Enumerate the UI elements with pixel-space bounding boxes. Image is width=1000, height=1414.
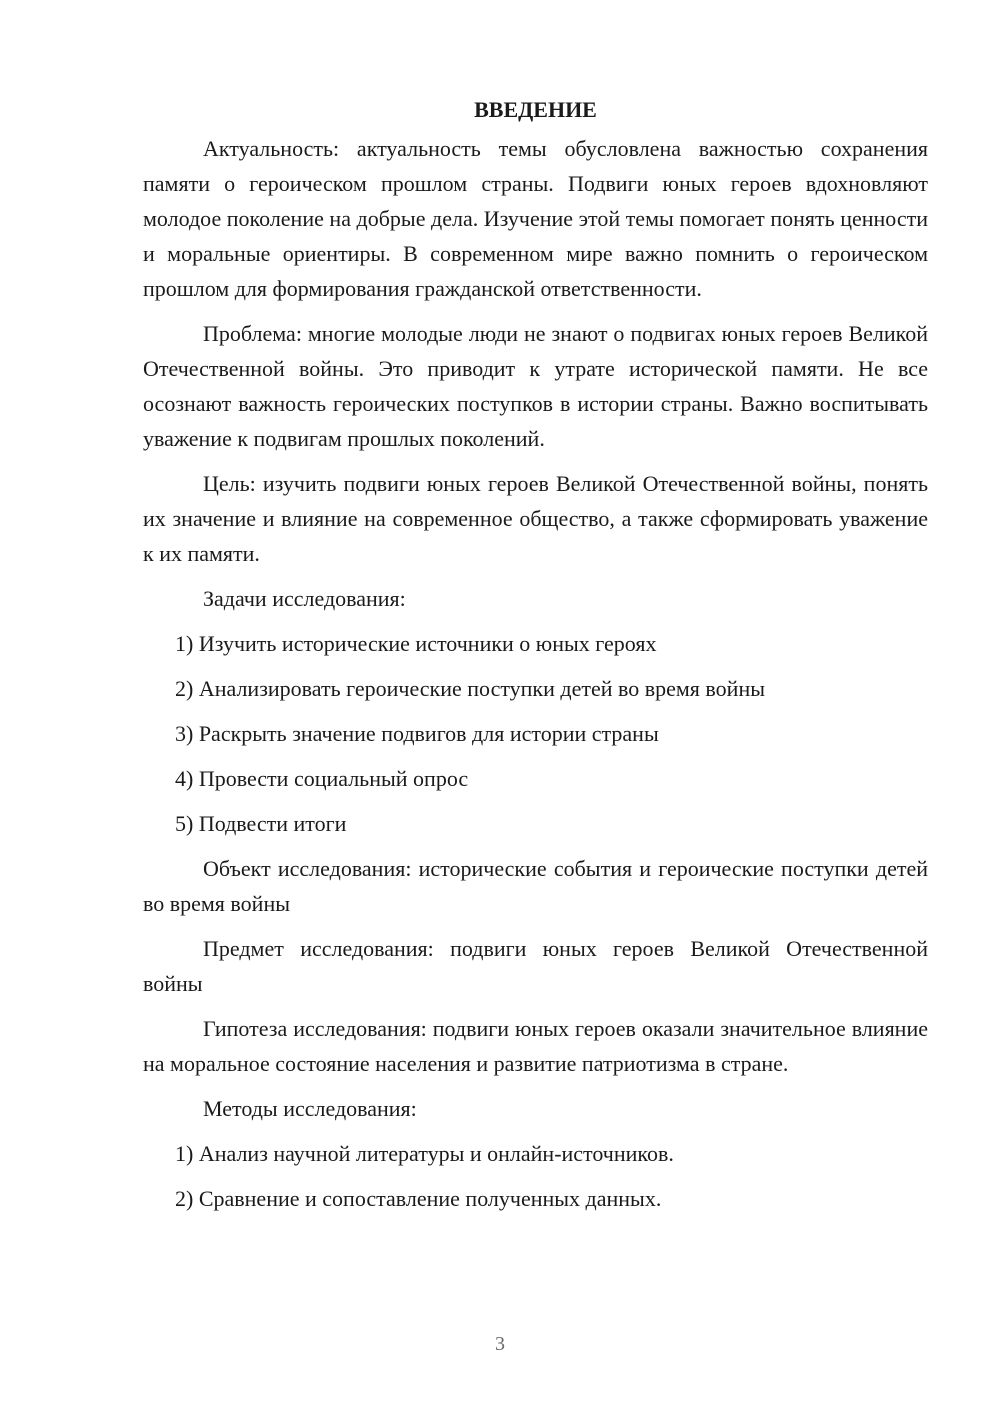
goal-paragraph: Цель: изучить подвиги юных героев Великой Отечественной войны, понять их значение и влияние на современное общество, а также сформировать уважение к их памяти. xyxy=(143,471,928,566)
list-item: 4) Провести социальный опрос xyxy=(175,766,469,791)
list-item: 5) Подвести итоги xyxy=(175,811,347,836)
methods-list xyxy=(143,1136,928,1216)
page-number: 3 xyxy=(495,1333,505,1355)
tasks-list xyxy=(143,626,928,841)
hypothesis-paragraph: Гипотеза исследования: подвиги юных героев оказали значительное влияние на моральное состояние населения и развитие патриотизма в стране. xyxy=(143,1016,928,1076)
list-item: 2) Сравнение и сопоставление полученных данных. xyxy=(175,1186,662,1211)
list-item: 3) Раскрыть значение подвигов для истории страны xyxy=(175,721,659,746)
methods-heading: Методы исследования: xyxy=(203,1096,417,1121)
list-item: 1) Анализ научной литературы и онлайн-источников. xyxy=(175,1141,674,1166)
relevance-paragraph: Актуальность: актуальность темы обусловлена важностью сохранения памяти о героическом прошлом страны. Подвиги юных героев вдохновляют молодое поколение на добрые дела. Изучение этой темы помогает понять ценности и моральные ориентиры. В современном мире важно помнить о героическом прошлом для формирования гражданской ответственности. xyxy=(143,136,928,301)
problem-paragraph: Проблема: многие молодые люди не знают о подвигах юных героев Великой Отечественной войны. Это приводит к утрате исторической памяти. Не все осознают важность героических поступков в истории страны. Важно воспитывать уважение к подвигам прошлых поколений. xyxy=(143,321,928,451)
tasks-heading: Задачи исследования: xyxy=(203,586,406,611)
subject-paragraph: Предмет исследования: подвиги юных героев Великой Отечественной войны xyxy=(143,936,928,996)
list-item: 1) Изучить исторические источники о юных героях xyxy=(175,631,657,656)
page-content xyxy=(143,92,928,1216)
list-item: 2) Анализировать героические поступки детей во время войны xyxy=(175,676,765,701)
object-paragraph: Объект исследования: исторические события и героические поступки детей во время войны xyxy=(143,856,928,916)
section-title: ВВЕДЕНИЕ xyxy=(474,97,597,122)
